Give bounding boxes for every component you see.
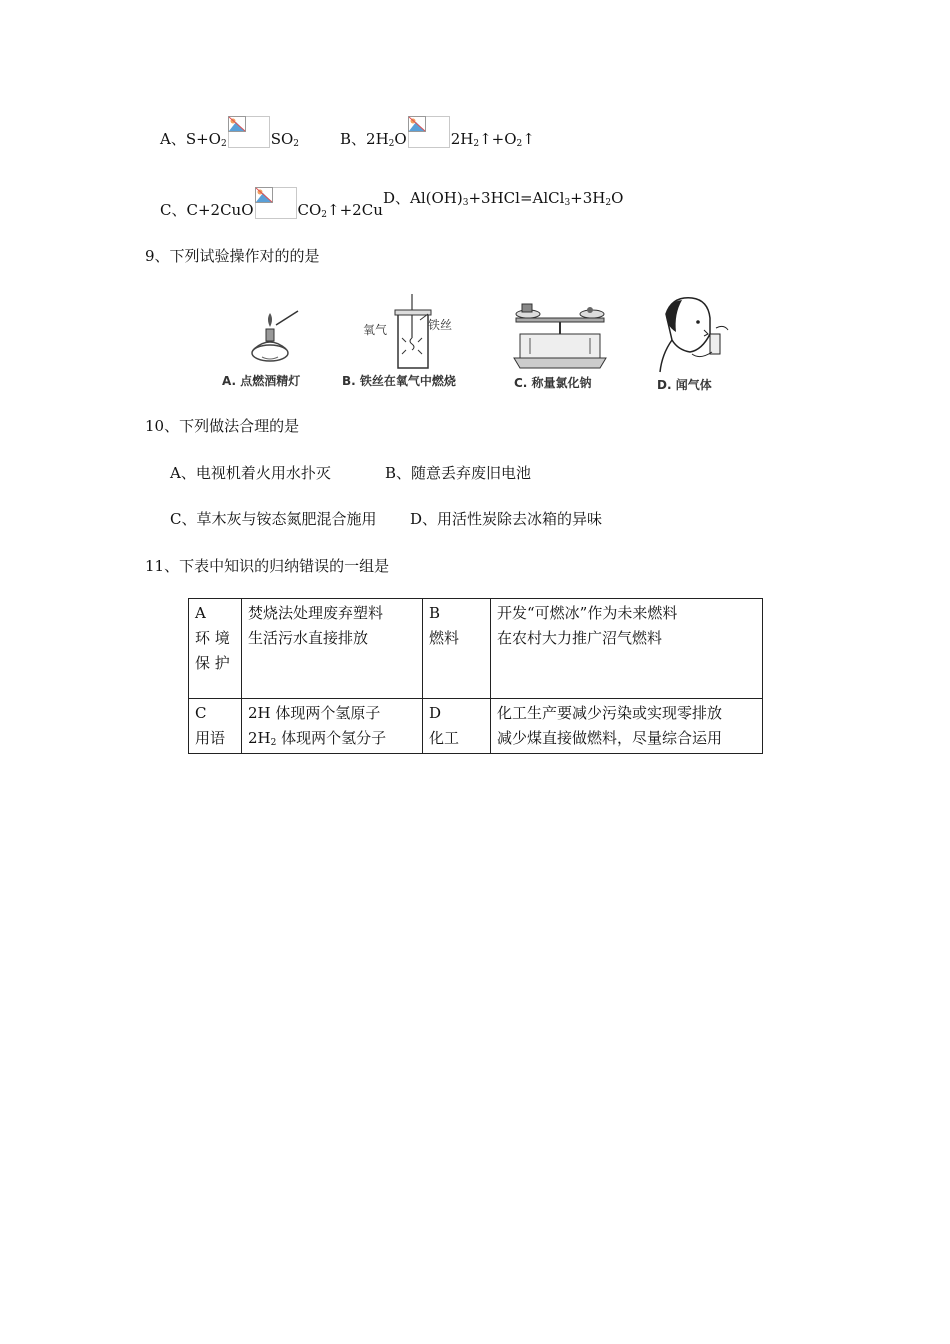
q10-option-a: A、电视机着火用水扑灭 (170, 464, 331, 482)
reaction-condition-image-icon (228, 116, 270, 148)
q8-option-c: C、C+2CuO $CO_2↑+2Cu$ (160, 187, 383, 220)
reaction-condition-image-icon (408, 116, 450, 148)
table-cell-a-body: 焚烧法处理废弃塑料 生活污水直接排放 (242, 599, 423, 699)
knowledge-table (188, 598, 763, 754)
table-cell-d-body: 化工生产要减少污染或实现零排放 减少煤直接做燃料，尽量综合运用 (491, 699, 763, 754)
figure-d-caption: D. 闻气体 (657, 378, 712, 392)
table-cell-a-head: A 环 境 保 护 (189, 599, 242, 699)
person-smelling-icon (652, 294, 732, 374)
table-cell-c-head: C 用语 (189, 699, 242, 754)
table-row (189, 699, 763, 754)
q10-question: 10、下列做法合理的是 (145, 417, 300, 435)
figure-b-caption: B. 铁丝在氧气中燃烧 (342, 374, 456, 388)
figure-c-caption: C. 称量氯化钠 (514, 376, 592, 390)
figure-a-caption: A. 点燃酒精灯 (222, 374, 301, 388)
figure-alcohol-lamp (240, 305, 310, 365)
q8-option-a: A、$S+O_2$ $SO_2$ (160, 116, 299, 149)
table-row (189, 599, 763, 699)
figure-balance (510, 298, 610, 370)
alcohol-lamp-icon (240, 305, 310, 365)
balance-scale-icon (510, 298, 610, 370)
label-iron-wire: 铁丝 (428, 318, 453, 332)
table-cell-b-head: B 燃料 (423, 599, 491, 699)
q8-option-d: D、$Al(OH)_3+3HCl=AlCl_3+3H_2O$ (383, 189, 624, 208)
q10-option-c: C、草木灰与铵态氮肥混合施用 (170, 510, 377, 528)
q11-question: 11、下表中知识的归纳错误的一组是 (145, 557, 390, 575)
table-cell-b-body: 开发“可燃冰”作为未来燃料 在农村大力推广沼气燃料 (491, 599, 763, 699)
table-cell-c-body: 2H 体现两个氢原子 $2H_2$ 体现两个氢分子 (242, 699, 423, 754)
figure-smell-gas (652, 294, 732, 374)
label-oxygen: 氧气 (363, 323, 388, 337)
reaction-condition-image-icon (255, 187, 297, 219)
q10-option-d: D、用活性炭除去冰箱的异味 (410, 510, 603, 528)
q8-option-b: B、$2H_2O$ $2H_2↑+O_2↑$ (340, 116, 535, 149)
q10-option-b: B、随意丢弃废旧电池 (385, 464, 532, 482)
table-cell-d-head: D 化工 (423, 699, 491, 754)
q9-question: 9、下列试验操作对的的是 (145, 247, 320, 265)
